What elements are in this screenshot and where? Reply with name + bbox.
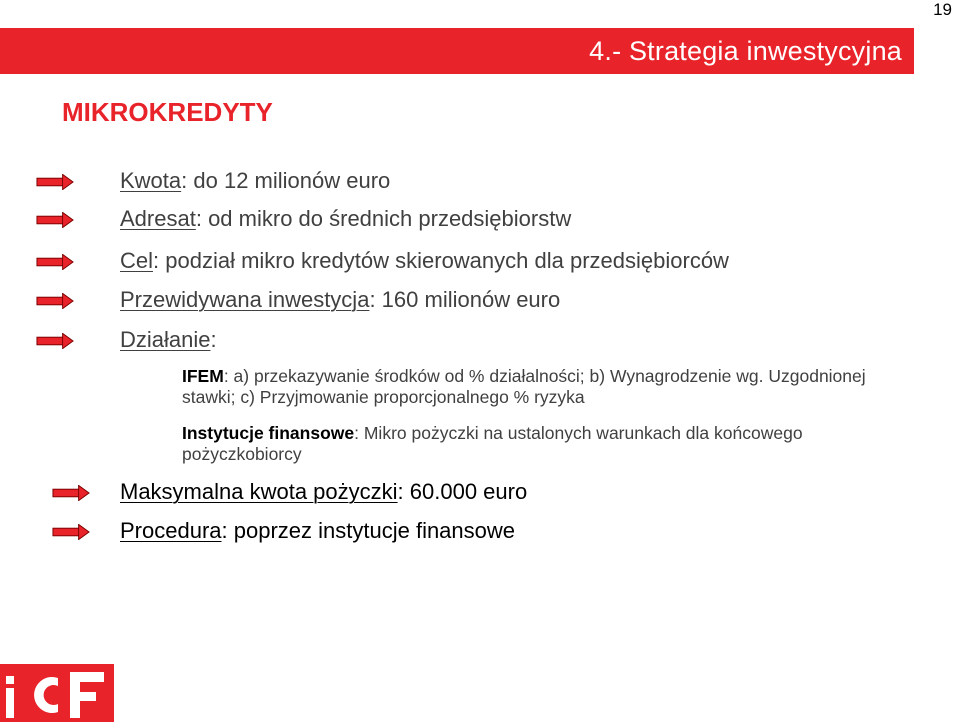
arrow-right-icon <box>36 254 74 270</box>
item-label: Maksymalna kwota pożyczki <box>120 479 398 504</box>
arrow-right-icon <box>36 293 74 309</box>
arrow-right-icon <box>52 485 90 501</box>
detail-text: : Mikro pożyczki na ustalonych warunkach dla końcowego pożyczkobiorcy <box>182 423 803 464</box>
detail-text: : a) przekazywanie środków od % działalności; b) Wynagrodzenie wg. Uzgodnionej stawki; c) Przyjmowanie proporcjonalnego % ryzyka <box>182 366 866 407</box>
slide-title: 4.- Strategia inwestycyjna <box>589 36 902 66</box>
detail-bold: Instytucje finansowe <box>182 423 355 443</box>
list-item <box>0 206 960 236</box>
item-line: Kwota: do 12 milionów euro <box>120 168 391 193</box>
item-line: Adresat: od mikro do średnich przedsiębiorstw <box>120 206 572 231</box>
item-label: Procedura <box>120 518 222 543</box>
item-label: Cel <box>120 248 154 273</box>
item-value: do 12 milionów euro <box>187 168 391 193</box>
item-label: Przewidywana inwestycja <box>120 287 370 312</box>
list-item <box>0 518 960 548</box>
item-value: od mikro do średnich przedsiębiorstw <box>201 206 572 231</box>
item-value: 60.000 euro <box>403 479 528 504</box>
item-line: Maksymalna kwota pożyczki: 60.000 euro <box>120 479 528 504</box>
item-label: Kwota <box>120 168 182 193</box>
detail-bold: IFEM <box>182 366 224 386</box>
arrow-right-icon <box>52 524 90 540</box>
item-value: 160 milionów euro <box>375 287 561 312</box>
item-label: Adresat <box>120 206 196 231</box>
item-value: podział mikro kredytów skierowanych dla przedsiębiorców <box>159 248 729 273</box>
item-line: Przewidywana inwestycja: 160 milionów euro <box>120 287 561 312</box>
list-item <box>0 168 960 198</box>
arrow-right-icon <box>36 333 74 349</box>
item-line: Cel: podział mikro kredytów skierowanych dla przedsiębiorców <box>120 248 729 273</box>
icf-logo <box>0 664 114 722</box>
list-item <box>0 327 960 357</box>
detail-paragraph <box>182 366 882 408</box>
section-title: MIKROKREDYTY <box>62 97 273 127</box>
item-value: poprzez instytucje finansowe <box>227 518 516 543</box>
list-item <box>0 248 960 278</box>
page-number: 19 <box>933 0 952 19</box>
item-line: Procedura: poprzez instytucje finansowe <box>120 518 516 543</box>
item-line: Działanie: <box>120 327 217 352</box>
arrow-right-icon <box>36 174 74 190</box>
detail-paragraph <box>182 423 882 465</box>
arrow-right-icon <box>36 212 74 228</box>
list-item <box>0 287 960 317</box>
title-bar <box>0 28 914 74</box>
item-label: Działanie <box>120 327 211 352</box>
list-item <box>0 479 960 509</box>
